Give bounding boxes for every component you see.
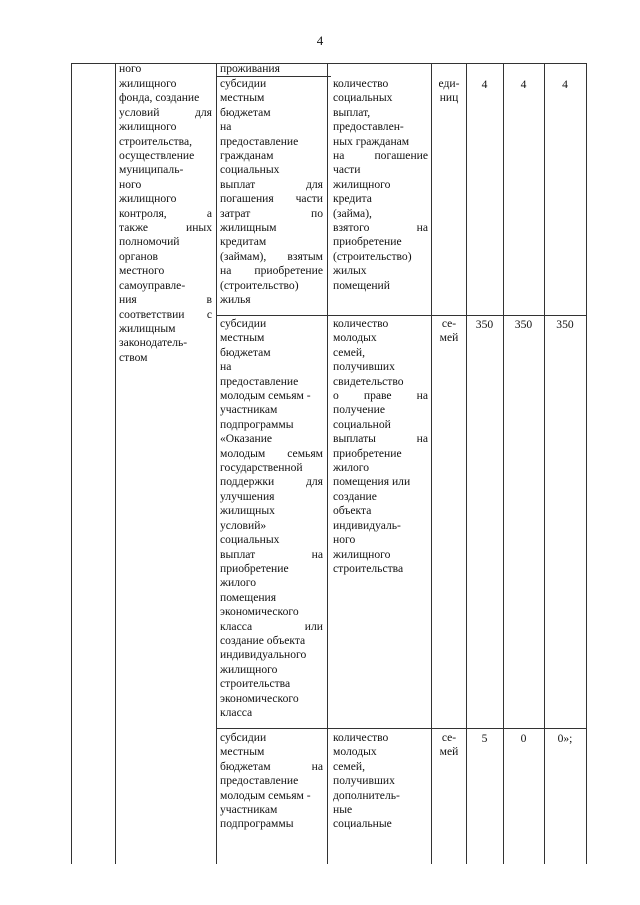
text-line: жилищным — [220, 221, 277, 235]
text-line: предоставление — [220, 134, 299, 148]
text-line: семей, — [333, 345, 366, 359]
word: праве — [363, 389, 392, 403]
text-line: субсидии — [220, 317, 267, 330]
text-line: молодым семьям - — [220, 788, 311, 802]
word: для — [305, 475, 323, 489]
text-line: «Оказание — [220, 432, 273, 446]
text-line: дополнитель- — [333, 788, 400, 802]
text-line: местным — [220, 331, 265, 345]
text-line: еди- — [438, 77, 460, 90]
text-line: кредитам — [220, 235, 267, 249]
text-line — [220, 264, 323, 278]
column-divider — [431, 64, 432, 864]
text-line — [220, 620, 323, 634]
text-line — [220, 760, 323, 774]
word: на — [311, 547, 323, 561]
text-line: на — [220, 360, 232, 374]
row-divider — [216, 728, 586, 729]
text-line: бюджетам — [220, 345, 271, 359]
text-line — [220, 475, 323, 489]
word: выплаты — [333, 432, 376, 446]
text-line: муниципаль- — [119, 163, 184, 177]
text-line: количество — [333, 731, 389, 744]
text-line — [220, 548, 323, 562]
word: на — [416, 221, 428, 235]
text-line: социальной — [333, 417, 391, 431]
word: соответствии — [119, 307, 185, 321]
unit-cell — [434, 731, 464, 760]
text-line: строительства, — [119, 134, 193, 148]
word: контроля, — [119, 206, 167, 220]
text-line: части — [333, 163, 361, 177]
text-line: молодых — [333, 331, 377, 345]
unit-cell — [434, 317, 464, 346]
text-line: жилищного — [119, 77, 177, 90]
word: иных — [186, 221, 212, 235]
value-cell: 0»; — [557, 732, 573, 745]
text-line: жилого — [220, 576, 257, 590]
text-line: жилых — [333, 264, 367, 278]
indicator-cell — [333, 731, 428, 832]
text-line: семей, — [333, 759, 366, 773]
value-cell: 4 — [562, 78, 568, 91]
text-line: гражданам — [220, 149, 274, 163]
text-line — [333, 432, 428, 446]
value-cell: 4 — [520, 78, 527, 91]
text-line: строительства — [333, 561, 404, 575]
text-line: свидетельство — [333, 374, 404, 388]
text-line: количество — [333, 317, 389, 330]
continued-text: проживания — [220, 62, 280, 75]
value-cell: 0 — [520, 732, 527, 745]
activity-cell — [220, 77, 323, 308]
value-cell: 5 — [481, 732, 488, 745]
text-line: создание — [333, 489, 377, 503]
text-line: условий» — [220, 518, 267, 532]
column-divider — [327, 64, 328, 864]
row-divider — [216, 315, 586, 316]
word: с — [206, 307, 212, 321]
text-line: жилищного — [333, 177, 391, 191]
activity-cell — [220, 317, 323, 720]
text-line: социальные — [333, 817, 392, 831]
text-line: участникам — [220, 403, 278, 417]
text-line: субсидии — [220, 77, 267, 90]
text-line: экономического — [220, 605, 299, 619]
word: на — [220, 264, 232, 278]
text-line: участникам — [220, 803, 278, 817]
word: бюджетам — [220, 759, 271, 773]
text-line: жилищного — [220, 662, 278, 676]
text-line: (строительство) — [333, 249, 412, 263]
text-line — [220, 250, 323, 264]
text-line — [119, 207, 212, 221]
word: выплат — [220, 547, 256, 561]
text-line: бюджетам — [220, 105, 271, 119]
word: на — [416, 389, 428, 403]
text-line: приобретение — [220, 561, 289, 575]
indicator-cell — [333, 317, 428, 576]
text-line: се- — [441, 317, 457, 330]
text-line: (займа), — [333, 206, 372, 220]
text-line: объекта — [333, 504, 372, 518]
word: выплат — [220, 177, 256, 191]
word: условий — [119, 105, 160, 119]
indicators-table — [71, 63, 587, 864]
word: молодым — [220, 446, 266, 460]
text-line: молодым семьям - — [220, 389, 311, 403]
text-line: предоставление — [220, 774, 299, 788]
text-line: экономического — [220, 691, 299, 705]
text-line: предоставлен- — [333, 120, 404, 134]
word: взятого — [333, 221, 370, 235]
word: или — [304, 619, 323, 633]
text-line: социальных — [220, 533, 280, 547]
column-divider — [216, 64, 217, 864]
text-line: подпрограммы — [220, 817, 294, 831]
text-line: улучшения — [220, 489, 275, 503]
text-line: жилищных — [220, 504, 275, 518]
text-line — [333, 389, 428, 403]
text-line: помещения — [220, 590, 277, 604]
text-line — [119, 221, 212, 235]
text-line: ством — [119, 350, 148, 364]
word: поддержки — [220, 475, 275, 489]
text-line: молодых — [333, 745, 377, 759]
word: погашение — [374, 149, 428, 163]
word: класса — [220, 619, 253, 633]
text-line: социальных — [220, 163, 280, 177]
text-line: фонда, создание — [119, 91, 200, 105]
activity-cell — [220, 731, 323, 832]
text-line: органов — [119, 249, 158, 263]
word: на — [311, 759, 323, 773]
text-line: выплат, — [333, 105, 371, 119]
text-line — [220, 207, 323, 221]
text-line: жилья — [220, 293, 251, 307]
text-line: ного — [333, 533, 356, 547]
text-line: государственной — [220, 461, 303, 475]
text-line — [220, 447, 323, 461]
indicator-cell — [333, 77, 428, 293]
word: затрат — [220, 206, 251, 220]
text-line — [119, 293, 212, 307]
text-line: мей — [439, 331, 459, 345]
text-line: социальных — [333, 91, 393, 105]
value-cell: 350 — [556, 318, 574, 331]
text-line: ных гражданам — [333, 134, 410, 148]
word: а — [206, 206, 212, 220]
text-line: создание объекта — [220, 633, 306, 647]
word: ния — [119, 293, 137, 307]
page-number: 4 — [316, 33, 324, 48]
word: на — [333, 149, 345, 163]
text-line — [220, 178, 323, 192]
text-line: законодатель- — [119, 336, 188, 350]
text-line: местным — [220, 91, 265, 105]
text-line: ного — [119, 177, 142, 191]
column-divider — [115, 64, 116, 864]
continued-text: ного — [119, 62, 142, 75]
text-line: жилищного — [119, 192, 177, 206]
value-cell: 350 — [475, 318, 494, 331]
text-line: местным — [220, 745, 265, 759]
text-line: осуществление — [119, 149, 195, 163]
text-line: индивидуаль- — [333, 518, 401, 532]
text-line: (строительство) — [220, 278, 299, 292]
text-line: получение — [333, 403, 385, 417]
word: (займам), — [220, 249, 267, 263]
text-line: се- — [441, 731, 457, 744]
text-line: местного — [119, 264, 165, 278]
text-line: на — [220, 120, 232, 134]
text-line: самоуправле- — [119, 278, 186, 292]
word: на — [416, 432, 428, 446]
word: семьям — [287, 446, 323, 460]
text-line: жилищным — [119, 321, 176, 335]
unit-cell — [434, 77, 464, 106]
text-line: жилого — [333, 461, 370, 475]
word: также — [119, 221, 148, 235]
word: по — [310, 206, 323, 220]
word: для — [305, 177, 323, 191]
word: для — [194, 105, 212, 119]
program-description — [119, 77, 212, 365]
text-line: подпрограммы — [220, 417, 294, 431]
text-line: жилищного — [333, 547, 391, 561]
word: приобретение — [254, 264, 323, 278]
text-line: помещения или — [333, 475, 411, 489]
text-line: помещений — [333, 278, 390, 292]
text-line — [119, 106, 212, 120]
text-line: получивших — [333, 360, 395, 374]
text-line: класса — [220, 705, 253, 719]
word: взятым — [287, 249, 323, 263]
text-line: мей — [439, 745, 459, 759]
text-line: приобретение — [333, 446, 402, 460]
text-line: полномочий — [119, 235, 180, 249]
text-line: субсидии — [220, 731, 267, 744]
text-line: строительства — [220, 677, 291, 691]
text-line: предоставление — [220, 374, 299, 388]
text-line — [119, 308, 212, 322]
text-line: кредита — [333, 192, 372, 206]
text-line: приобретение — [333, 235, 402, 249]
value-cell: 4 — [481, 78, 488, 91]
text-line: ные — [333, 803, 353, 817]
text-line: количество — [333, 77, 389, 90]
word: погашения — [220, 192, 274, 206]
word: в — [206, 293, 212, 307]
word: о — [333, 389, 339, 403]
value-cell: 350 — [514, 318, 533, 331]
text-line: жилищного — [119, 120, 177, 134]
text-line — [333, 149, 428, 163]
text-line: ниц — [439, 91, 459, 105]
text-line — [220, 192, 323, 206]
word: части — [295, 192, 323, 206]
text-line: получивших — [333, 774, 395, 788]
text-line — [333, 221, 428, 235]
text-line: индивидуального — [220, 648, 307, 662]
